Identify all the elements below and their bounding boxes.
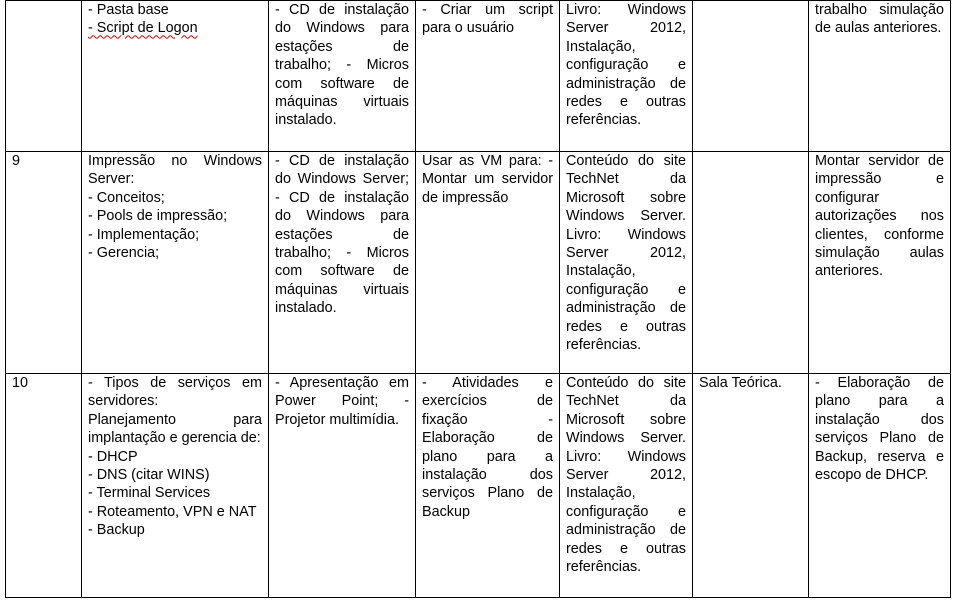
content-line: Planejamento para implantação e gerencia de: bbox=[88, 411, 262, 447]
references-cell: Conteúdo do site TechNet da Microsoft sobre Windows Server. Livro: Windows Server 2012, Instalação, configuração e administração de redes e outras referências. bbox=[560, 374, 693, 598]
table-row bbox=[6, 374, 951, 598]
content-line: Impressão no Windows Server: bbox=[88, 153, 262, 188]
evaluation-cell: Montar servidor de impressão e configurar autorizações nos clientes, conforme simulação aulas anteriores. bbox=[809, 152, 951, 374]
spell-check-mark: - Script de Logon bbox=[88, 20, 198, 37]
content-line: - Pasta base bbox=[88, 2, 169, 18]
resources-cell: - CD de instalação do Windows para estações de trabalho; - Micros com software de máquinas virtuais instalado. bbox=[269, 1, 416, 152]
content-cell bbox=[82, 1, 269, 152]
lesson-number-cell bbox=[6, 1, 82, 152]
content-line: - Terminal Services bbox=[88, 485, 211, 502]
lesson-number-cell: 9 bbox=[6, 152, 82, 374]
lesson-number-cell: 10 bbox=[6, 374, 82, 598]
references-cell: Livro: Windows Server 2012, Instalação, configuração e administração de redes e outras referências. bbox=[560, 1, 693, 152]
content-line: - DHCP bbox=[88, 448, 138, 465]
location-cell: Sala Teórica. bbox=[693, 374, 809, 598]
content-line: - Backup bbox=[88, 522, 145, 539]
content-cell bbox=[82, 152, 269, 374]
content-line: - Pools de impressão; bbox=[88, 208, 228, 225]
references-cell: Conteúdo do site TechNet da Microsoft sobre Windows Server. Livro: Windows Server 2012, Instalação, configuração e administração de redes e outras referências. bbox=[560, 152, 693, 374]
content-line: - DNS (citar WINS) bbox=[88, 467, 210, 484]
location-cell bbox=[693, 152, 809, 374]
resources-cell: - CD de instalação do Windows Server; - CD de instalação do Windows para estações de trabalho; - Micros com software de máquinas virtuais instalado. bbox=[269, 152, 416, 374]
content-line: - Roteamento, VPN e NAT bbox=[88, 503, 257, 520]
content-line: - Implementação; bbox=[88, 226, 200, 243]
activities-cell: Usar as VM para: - Montar um servidor de impressão bbox=[416, 152, 560, 374]
activities-cell: - Criar um script para o usuário bbox=[416, 1, 560, 152]
content-cell bbox=[82, 374, 269, 598]
content-line: - Gerencia; bbox=[88, 245, 160, 262]
content-line: - Tipos de serviços em servidores: bbox=[88, 375, 262, 410]
table-row bbox=[6, 152, 951, 374]
evaluation-cell: trabalho simulação de aulas anteriores. bbox=[809, 1, 951, 152]
evaluation-cell: - Elaboração de plano para a instalação dos serviços Plano de Backup, reserva e escopo de DHCP. bbox=[809, 374, 951, 598]
content-line bbox=[88, 19, 262, 37]
content-line: - Conceitos; bbox=[88, 189, 165, 206]
activities-cell: - Atividades e exercícios de fixação - Elaboração de plano para a instalação dos serviços Plano de Backup bbox=[416, 374, 560, 598]
lesson-plan-table bbox=[5, 0, 951, 598]
table-row bbox=[6, 1, 951, 152]
resources-cell: - Apresentação em Power Point; - Projetor multimídia. bbox=[269, 374, 416, 598]
location-cell bbox=[693, 1, 809, 152]
